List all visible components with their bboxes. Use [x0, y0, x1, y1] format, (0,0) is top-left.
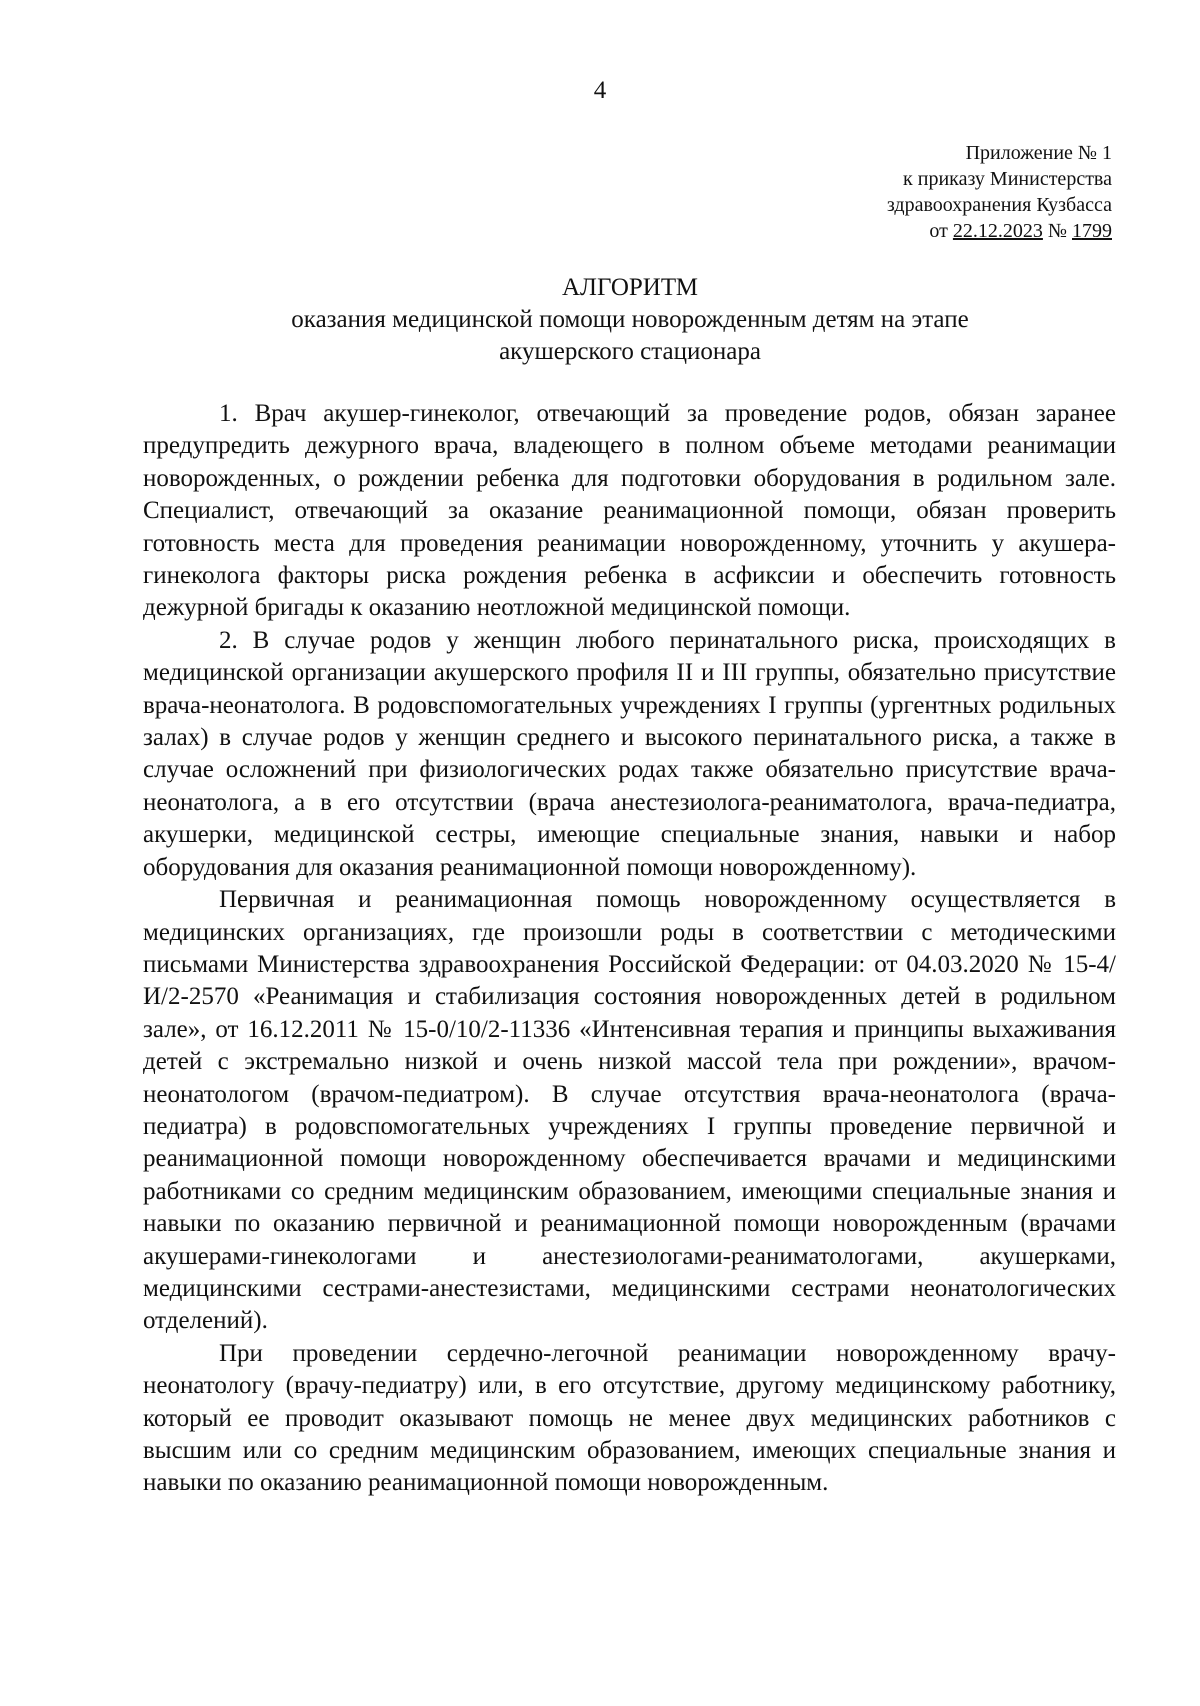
- paragraph-2: 2. В случае родов у женщин любого перинатального риска, происходящих в медицинской организации акушерского профиля II и III группы, обязательно присутствие врача-неонатолога. В родовспомогательных учреждениях I группы (ургентных родильных залах) в случае родов у женщин среднего и высокого перинатального риска, а также в случае осложнений при физиологических родах также обязательно присутствие врача-неонатолога, а в его отсутствии (врача анестезиолога-реаниматолога, врача-педиатра, акушерки, медицинской сестры, имеющие специальные знания, навыки и набор оборудования для оказания реанимационной помощи новорожденному).: [143, 626, 1116, 881]
- appendix-date: 22.12.2023: [952, 220, 1043, 242]
- appendix-date-prefix: от: [929, 220, 953, 242]
- paragraph-1: 1. Врач акушер-гинеколог, отвечающий за проведение родов, обязан заранее предупредить дежурного врача, владеющего в полном объеме методами реанимации новорожденных, о рождении ребенка для подготовки оборудования в родильном зале. Специалист, отвечающий за оказание реанимационной помощи, обязан проверить готовность места для проведения реанимации новорожденному, уточнить у акушера-гинеколога факторы риска рождения ребенка в асфиксии и обеспечить готовность дежурной бригады к оказанию неотложной медицинской помощи.: [143, 400, 1116, 622]
- title-subtitle-line-2: акушерского стационара: [499, 338, 761, 365]
- title-heading: АЛГОРИТМ: [561, 274, 699, 301]
- paragraph-4: При проведении сердечно-легочной реанимации новорожденному врачу-неонатологу (врачу-педиатру) или, в его отсутствие, другому медицинскому работнику, который ее проводит оказывают помощь не менее двух медицинских работников с высшим или со средним медицинским образованием, имеющих специальные знания и навыки по оказанию реанимационной помощи новорожденным.: [143, 1339, 1116, 1497]
- appendix-line-3: здравоохранения Кузбасса: [886, 194, 1112, 216]
- appendix-date-line: [887, 218, 1112, 244]
- appendix-number: 1799: [1072, 220, 1112, 242]
- title-subtitle-line-1: оказания медицинской помощи новорожденным детям на этапе: [291, 306, 969, 333]
- appendix-block: [887, 140, 1112, 244]
- document-body: [143, 398, 1116, 1500]
- paragraph-3: Первичная и реанимационная помощь новорожденному осуществляется в медицинских организациях, где произошли роды в соответствии с методическими письмами Министерства здравоохранения Российской Федерации: от 04.03.2020 № 15-4/И/2-2570 «Реанимация и стабилизация состояния новорожденных детей в родильном зале», от 16.12.2011 № 15-0/10/2-11336 «Интенсивная терапия и принципы выхаживания детей с экстремально низкой и очень низкой массой тела при рождении», врачом-неонатологом (врачом-педиатром). В случае отсутствия врача-неонатолога (врача-педиатра) в родовспомогательных учреждениях I группы проведение первичной и реанимационной помощи новорожденному обеспечивается врачами и медицинскими работниками со средним медицинским образованием, имеющими специальные знания и навыки по оказанию первичной и реанимационной помощи новорожденным (врачами акушерами-гинекологами и анестезиологами-реаниматологами, акушерками, медицинскими сестрами-анестезистами, медицинскими сестрами неонатологических отделений).: [143, 886, 1116, 1335]
- appendix-line-1: Приложение № 1: [965, 142, 1112, 164]
- appendix-number-prefix: №: [1042, 220, 1072, 242]
- document-title: [140, 272, 1120, 368]
- appendix-line-2: к приказу Министерства: [903, 168, 1112, 190]
- page-number: 4: [593, 77, 607, 104]
